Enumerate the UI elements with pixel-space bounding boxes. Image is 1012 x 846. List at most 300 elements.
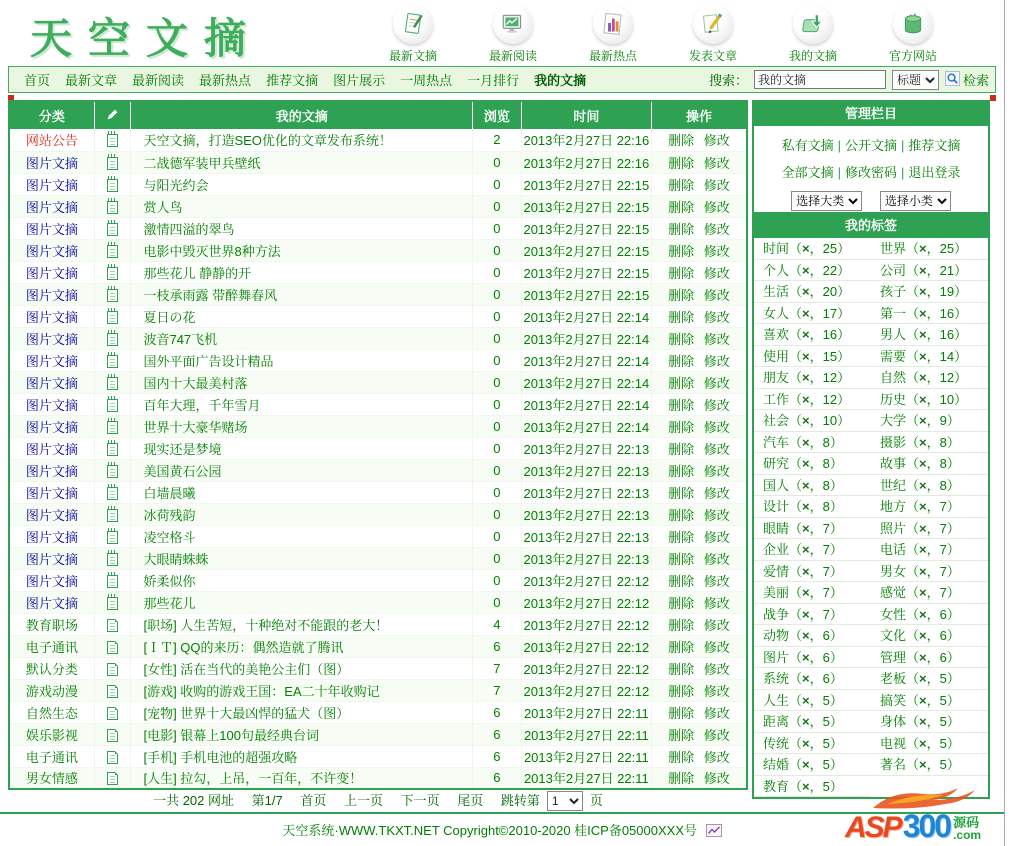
row-title-link[interactable]: [ＩＴ] QQ的来历：偶然造就了腾讯 [143,639,344,655]
row-edit-link[interactable]: 修改 [703,265,730,281]
table-row [9,151,747,173]
row-edit-link[interactable]: 修改 [703,155,730,171]
row-views: 7 [493,660,501,676]
row-edit-link[interactable]: 修改 [703,463,730,479]
row-delete-link[interactable]: 删除 [668,397,695,413]
row-title-link[interactable]: 二战德军装甲兵壁纸 [143,155,261,171]
pagination-prev-link[interactable]: 上一页 [343,793,383,808]
tag-delete-icon[interactable]: × [802,305,810,321]
tag-delete-icon[interactable]: × [919,520,927,536]
row-edit-link[interactable]: 修改 [703,221,730,237]
row-title-link[interactable]: 夏日の花 [143,309,196,325]
row-delete-link[interactable]: 删除 [668,485,695,501]
tag-link[interactable]: 大学 [880,413,907,428]
tag-comma: ， [809,671,823,686]
row-title-link[interactable]: [宠物] 世界十大最凶悍的猛犬（图） [143,705,350,721]
tag-link[interactable]: 动物 [763,628,790,643]
row-type-icon [107,134,118,147]
row-views: 0 [493,440,501,456]
row-title-link[interactable]: [人生] 拉勾，上吊，一百年，不许变！ [143,771,363,787]
row-delete-link[interactable]: 删除 [668,683,695,699]
tag-link[interactable]: 电视 [880,735,907,751]
tag-delete-icon[interactable]: × [919,714,927,729]
tag-link[interactable]: 第一 [880,305,907,321]
row-delete-link[interactable]: 删除 [668,617,695,633]
tag-delete-icon[interactable]: × [919,456,927,471]
nav-item[interactable]: 最新热点 [199,73,252,88]
manage-link[interactable]: 推荐文摘 [908,138,961,153]
search-area [709,70,989,90]
tag-paren-close: ） [946,692,960,708]
row-edit-link[interactable]: 修改 [703,331,730,347]
row-category-link[interactable]: 教育职场 [25,617,78,633]
tag-link[interactable]: 美丽 [763,585,790,600]
tag-link[interactable]: 世界 [880,241,907,256]
row-title-link[interactable]: 百年大理，千年雪月 [143,397,261,413]
row-title-link[interactable]: 大眼睛蛛蛛 [143,551,209,567]
tag-item [871,367,988,389]
row-edit-link[interactable]: 修改 [703,353,730,369]
tag-delete-icon[interactable]: × [802,348,810,364]
tag-comma: ， [809,499,823,514]
tag-link[interactable]: 距离 [763,714,790,729]
row-title-link[interactable]: 那些花儿 静静的开 [143,265,252,281]
tag-comma: ， [926,757,940,772]
tag-delete-icon[interactable]: × [802,520,810,536]
tag-count: 6 [822,628,830,643]
row-delete-link[interactable]: 删除 [668,705,695,721]
row-title-link[interactable]: 那些花儿 [143,595,196,611]
row-category-link[interactable]: 图片文摘 [25,243,78,259]
row-type-icon [107,399,118,412]
row-category-link[interactable]: 图片文摘 [25,397,78,413]
row-title-link[interactable]: [电影] 银幕上100句最经典台词 [143,727,319,743]
row-delete-link[interactable]: 删除 [668,507,695,523]
tag-delete-icon[interactable]: × [919,585,927,600]
row-edit-link[interactable]: 修改 [703,375,730,391]
tag-link[interactable]: 公司 [880,262,907,278]
tag-paren-open: （ [906,391,920,407]
tag-delete-icon[interactable]: × [802,671,810,686]
row-delete-link[interactable]: 删除 [668,529,695,545]
row-edit-link[interactable]: 修改 [703,771,730,787]
row-category-link[interactable]: 图片文摘 [25,331,78,347]
row-delete-link[interactable]: 删除 [668,287,695,303]
tag-link[interactable]: 搞笑 [880,692,907,708]
row-category-link[interactable]: 游戏动漫 [25,683,78,699]
tag-delete-icon[interactable]: × [919,563,927,579]
row-title-link[interactable]: 白墙晨曦 [143,485,196,501]
row-delete-link[interactable]: 删除 [668,749,695,765]
row-delete-link[interactable]: 删除 [668,243,695,259]
search-field-select[interactable] [892,70,939,90]
row-type-icon [107,751,118,764]
tag-delete-icon[interactable]: × [919,649,927,665]
tag-link[interactable]: 需要 [880,348,907,364]
tag-delete-icon[interactable]: × [919,391,927,407]
tag-item [871,475,988,497]
row-category-link[interactable]: 图片文摘 [25,199,78,215]
row-category-link[interactable]: 图片文摘 [25,287,78,303]
row-title-link[interactable]: 与阳光约会 [143,177,209,193]
tag-delete-icon[interactable]: × [919,692,927,708]
tag-link[interactable]: 传统 [763,735,790,751]
tag-link[interactable]: 著名 [880,757,907,772]
tag-delete-icon[interactable]: × [802,370,810,385]
tag-link[interactable]: 地方 [880,499,907,514]
row-title-link[interactable]: [职场] 人生苦短，十种绝对不能跟的老大！ [143,617,389,633]
row-title-link[interactable]: 凌空格斗 [143,529,196,545]
row-title-link[interactable]: 现实还是梦境 [143,441,222,457]
row-category-link[interactable]: 图片文摘 [25,155,78,171]
row-time: 2013年2月27日 22:15 [523,177,650,193]
nav-item[interactable]: 一月排行 [467,73,520,88]
row-delete-link[interactable]: 删除 [668,551,695,567]
tag-delete-icon[interactable]: × [802,413,810,428]
tag-link[interactable]: 历史 [880,391,907,407]
tag-delete-icon[interactable]: × [919,327,927,342]
tag-comma: ， [809,520,823,536]
tag-delete-icon[interactable]: × [802,327,810,342]
tag-link[interactable]: 战争 [763,606,790,622]
row-edit-link[interactable]: 修改 [703,441,730,457]
row-edit-link[interactable]: 修改 [703,177,730,193]
tag-paren-close: ） [829,778,843,794]
tag-link[interactable]: 孩子 [880,284,907,299]
tag-delete-icon[interactable]: × [802,262,810,278]
row-delete-link[interactable]: 删除 [668,199,695,215]
tag-paren-close: ） [829,692,843,708]
row-category-link[interactable]: 娱乐影视 [25,727,78,743]
tag-link[interactable]: 教育 [763,778,790,794]
row-category-link[interactable]: 图片文摘 [25,573,78,589]
tag-link[interactable]: 男人 [880,327,907,342]
row-category-link[interactable]: 自然生态 [25,705,78,721]
tag-delete-icon[interactable]: × [919,542,927,557]
row-edit-link[interactable]: 修改 [703,661,730,677]
row-title-link[interactable]: 一枝承雨露 带醉舞春风 [143,287,278,303]
row-edit-link[interactable]: 修改 [703,287,730,303]
tag-paren-close: ） [946,542,960,557]
nav-item[interactable]: 最新文章 [65,73,118,88]
table-row [9,723,747,745]
tag-paren-open: （ [789,456,803,471]
row-category-link[interactable]: 图片文摘 [25,177,78,193]
tag-delete-icon[interactable]: × [802,757,810,772]
minor-category-select[interactable] [880,191,951,211]
row-category-link[interactable]: 图片文摘 [25,463,78,479]
tag-link[interactable]: 男女 [880,563,907,579]
row-edit-link[interactable]: 修改 [703,485,730,501]
tag-link[interactable]: 社会 [763,413,790,428]
row-category-link[interactable]: 图片文摘 [25,309,78,325]
tag-paren-close: ） [837,262,851,278]
tag-link[interactable]: 人生 [763,692,790,708]
tag-delete-icon[interactable]: × [919,735,927,751]
tag-delete-icon[interactable]: × [919,262,927,278]
tag-delete-icon[interactable]: × [919,628,927,643]
tag-delete-icon[interactable]: × [919,370,927,385]
row-title-link[interactable]: 美国黄石公园 [143,463,222,479]
row-category-link[interactable]: 图片文摘 [25,353,78,369]
tag-delete-icon[interactable]: × [802,563,810,579]
tag-link[interactable]: 管理 [880,649,907,665]
tag-link[interactable]: 女人 [763,305,790,321]
tag-link[interactable]: 摄影 [880,434,907,450]
table-row [9,239,747,261]
tag-link[interactable]: 企业 [763,542,790,557]
shortcut-my-digest[interactable] [763,2,863,64]
tag-link[interactable]: 图片 [763,649,790,665]
tag-link[interactable]: 时间 [763,241,790,256]
tag-link[interactable]: 工作 [763,391,790,407]
row-delete-link[interactable]: 删除 [668,309,695,325]
tag-delete-icon[interactable]: × [919,305,927,321]
row-edit-link[interactable]: 修改 [703,705,730,721]
row-edit-link[interactable]: 修改 [703,309,730,325]
row-delete-link[interactable]: 删除 [668,375,695,391]
tag-link[interactable]: 生活 [763,284,790,299]
row-title-link[interactable]: 世界十大豪华赌场 [143,419,248,435]
tag-item [754,367,871,389]
tag-link[interactable]: 个人 [763,262,790,278]
search-input[interactable] [754,70,886,89]
row-edit-link[interactable]: 修改 [703,419,730,435]
row-edit-link[interactable]: 修改 [703,133,730,149]
row-edit-link[interactable]: 修改 [703,639,730,655]
tag-paren-close: ） [946,563,960,579]
row-title-link[interactable]: 激情四溢的翠鸟 [143,221,235,237]
nav-item[interactable]: 最新阅读 [132,73,185,88]
tag-paren-close: ） [946,714,960,729]
tag-paren-close: ） [829,499,843,514]
row-category-link[interactable]: 图片文摘 [25,485,78,501]
tag-link[interactable]: 电话 [880,542,907,557]
row-edit-link[interactable]: 修改 [703,507,730,523]
tag-link[interactable]: 朋友 [763,370,790,385]
tag-link[interactable]: 国人 [763,477,790,493]
row-title-link[interactable]: 冰荷残韵 [143,507,196,523]
tag-link[interactable]: 文化 [880,628,907,643]
pagination-next-link[interactable]: 下一页 [400,793,440,808]
tag-delete-icon[interactable]: × [802,456,810,471]
shortcut-latest-digest[interactable] [363,2,463,64]
row-category-link[interactable]: 图片文摘 [25,441,78,457]
row-edit-link[interactable]: 修改 [703,617,730,633]
shortcut-latest-hot[interactable] [563,2,663,64]
tag-delete-icon[interactable]: × [919,413,927,428]
nav-item[interactable]: 一周热点 [400,73,453,88]
row-delete-link[interactable]: 删除 [668,419,695,435]
manage-link[interactable]: 私有文摘 [781,138,834,153]
row-title-link[interactable]: 天空文摘，打造SEO优化的文章发布系统！ [143,133,392,149]
tag-paren-open: （ [906,735,920,751]
tag-delete-icon[interactable]: × [802,628,810,643]
row-delete-link[interactable]: 删除 [668,155,695,171]
row-delete-link[interactable]: 删除 [668,661,695,677]
row-title-link[interactable]: [手机] 手机电池的超强攻略 [143,749,298,765]
tag-delete-icon[interactable]: × [919,499,927,514]
row-delete-link[interactable]: 删除 [668,221,695,237]
tag-link[interactable]: 结婚 [763,757,790,772]
shortcut-latest-reads[interactable] [463,2,563,64]
tag-delete-icon[interactable]: × [802,542,810,557]
row-category-link[interactable]: 图片文摘 [25,551,78,567]
tag-link[interactable]: 眼睛 [763,520,790,536]
row-title-link[interactable]: [游戏] 收购的游戏王国：EA二十年收购记 [143,683,380,699]
row-edit-link[interactable]: 修改 [703,243,730,259]
manage-link[interactable]: 全部文摘 [781,165,834,180]
row-title-link[interactable]: 波音747飞机 [143,331,218,347]
tag-delete-icon[interactable]: × [802,714,810,729]
major-category-select[interactable] [791,191,862,211]
tag-link[interactable]: 照片 [880,520,907,536]
tag-delete-icon[interactable]: × [802,477,810,493]
tag-paren-open: （ [906,348,920,364]
row-delete-link[interactable]: 删除 [668,331,695,347]
row-category-link[interactable]: 图片文摘 [25,529,78,545]
tag-paren-close: ） [837,413,851,428]
row-delete-link[interactable]: 删除 [668,573,695,589]
shortcut-official-site[interactable] [863,2,963,64]
tag-link[interactable]: 自然 [880,370,907,385]
row-time: 2013年2月27日 22:13 [523,551,650,567]
pagination-jump-select[interactable] [547,791,583,811]
tag-count: 20 [822,284,838,299]
tag-link[interactable]: 故事 [880,456,907,471]
row-delete-link[interactable]: 删除 [668,353,695,369]
tag-comma: ， [809,370,823,385]
row-category-link[interactable]: 图片文摘 [25,507,78,523]
tag-delete-icon[interactable]: × [919,477,927,493]
row-delete-link[interactable]: 删除 [668,265,695,281]
shortcut-publish-article[interactable] [663,2,763,64]
row-category-link[interactable]: 图片文摘 [25,419,78,435]
tag-delete-icon[interactable]: × [802,735,810,751]
row-category-link[interactable]: 图片文摘 [25,595,78,611]
row-category-link[interactable]: 网站公告 [25,133,78,149]
manage-links-row1 [754,126,988,160]
tag-delete-icon[interactable]: × [919,284,927,299]
tag-delete-icon[interactable]: × [802,434,810,450]
row-category-link[interactable]: 图片文摘 [25,375,78,391]
row-edit-link[interactable]: 修改 [703,749,730,765]
tag-link[interactable]: 汽车 [763,434,790,450]
cert-stats-icon[interactable] [706,824,722,840]
row-category-link[interactable]: 电子通讯 [25,749,78,765]
tag-link[interactable]: 系统 [763,671,790,686]
row-category-link[interactable]: 图片文摘 [25,265,78,281]
manage-link[interactable]: 公开文摘 [844,138,897,153]
row-delete-link[interactable]: 删除 [668,595,695,611]
nav-item[interactable]: 我的文摘 [534,73,587,88]
row-title-link[interactable]: 娇柔似你 [143,573,196,589]
row-delete-link[interactable]: 删除 [668,133,695,149]
tag-link[interactable]: 世纪 [880,477,907,493]
nav-item[interactable]: 推荐文摘 [266,73,319,88]
search-button[interactable] [945,70,989,89]
row-edit-link[interactable]: 修改 [703,683,730,699]
row-edit-link[interactable]: 修改 [703,551,730,567]
tag-link[interactable]: 感觉 [880,585,907,600]
tag-delete-icon[interactable]: × [802,585,810,600]
row-title-link[interactable]: [女性] 活在当代的美艳公主们（图） [143,661,350,677]
tag-link[interactable]: 女性 [880,606,907,622]
tag-delete-icon[interactable]: × [802,606,810,622]
nav-item[interactable]: 图片展示 [333,73,386,88]
row-category-link[interactable]: 男女情感 [25,771,78,787]
row-delete-link[interactable]: 删除 [668,463,695,479]
row-type-icon [107,619,118,632]
tag-delete-icon[interactable]: × [919,348,927,364]
tag-delete-icon[interactable]: × [919,606,927,622]
row-title-link[interactable]: 国外平面广告设计精品 [143,353,274,369]
tag-link[interactable]: 老板 [880,671,907,686]
row-delete-link[interactable]: 删除 [668,441,695,457]
pagination-last-link[interactable]: 尾页 [457,793,484,808]
row-category-link[interactable]: 图片文摘 [25,221,78,237]
row-category-link[interactable]: 默认分类 [25,661,78,677]
row-views: 6 [493,638,501,654]
row-edit-link[interactable]: 修改 [703,727,730,743]
manage-link[interactable]: 修改密码 [844,165,897,180]
row-edit-link[interactable]: 修改 [703,573,730,589]
tag-delete-icon[interactable]: × [802,284,810,299]
tag-item [754,518,871,540]
row-title-link[interactable]: 国内十大最美村落 [143,375,248,391]
tag-delete-icon[interactable]: × [919,241,927,256]
row-views: 0 [493,198,501,214]
tag-link[interactable]: 设计 [763,499,790,514]
tag-delete-icon[interactable]: × [802,649,810,665]
row-delete-link[interactable]: 删除 [668,727,695,743]
row-title-link[interactable]: 赏人鸟 [143,199,183,215]
row-category-link[interactable]: 电子通讯 [25,639,78,655]
tag-link[interactable]: 研究 [763,456,790,471]
row-edit-link[interactable]: 修改 [703,199,730,215]
tag-delete-icon[interactable]: × [919,757,927,772]
row-edit-link[interactable]: 修改 [703,397,730,413]
tag-count: 5 [822,735,830,751]
row-delete-link[interactable]: 删除 [668,177,695,193]
pagination-first-link[interactable]: 首页 [300,793,327,808]
tag-link[interactable]: 喜欢 [763,327,790,342]
tag-delete-icon[interactable]: × [919,671,927,686]
manage-link[interactable]: 退出登录 [908,165,961,180]
row-edit-link[interactable]: 修改 [703,595,730,611]
tag-link[interactable]: 身体 [880,714,907,729]
tag-delete-icon[interactable]: × [919,434,927,450]
row-delete-link[interactable]: 删除 [668,771,695,787]
tag-count: 8 [822,456,830,471]
tag-delete-icon[interactable]: × [802,241,810,256]
tag-comma: ， [809,735,823,751]
tag-count: 16 [939,305,955,321]
row-title-link[interactable]: 电影中毁灭世界8种方法 [143,243,281,259]
nav-item[interactable]: 首页 [24,73,51,88]
tag-link[interactable]: 爱情 [763,563,790,579]
tag-delete-icon[interactable]: × [802,778,810,794]
tag-delete-icon[interactable]: × [802,692,810,708]
tag-link[interactable]: 使用 [763,348,790,364]
table-row [9,415,747,437]
tag-delete-icon[interactable]: × [802,499,810,514]
row-delete-link[interactable]: 删除 [668,639,695,655]
tag-count: 5 [822,757,830,772]
tag-paren-open: （ [906,284,920,299]
row-edit-link[interactable]: 修改 [703,529,730,545]
tag-delete-icon[interactable]: × [802,391,810,407]
